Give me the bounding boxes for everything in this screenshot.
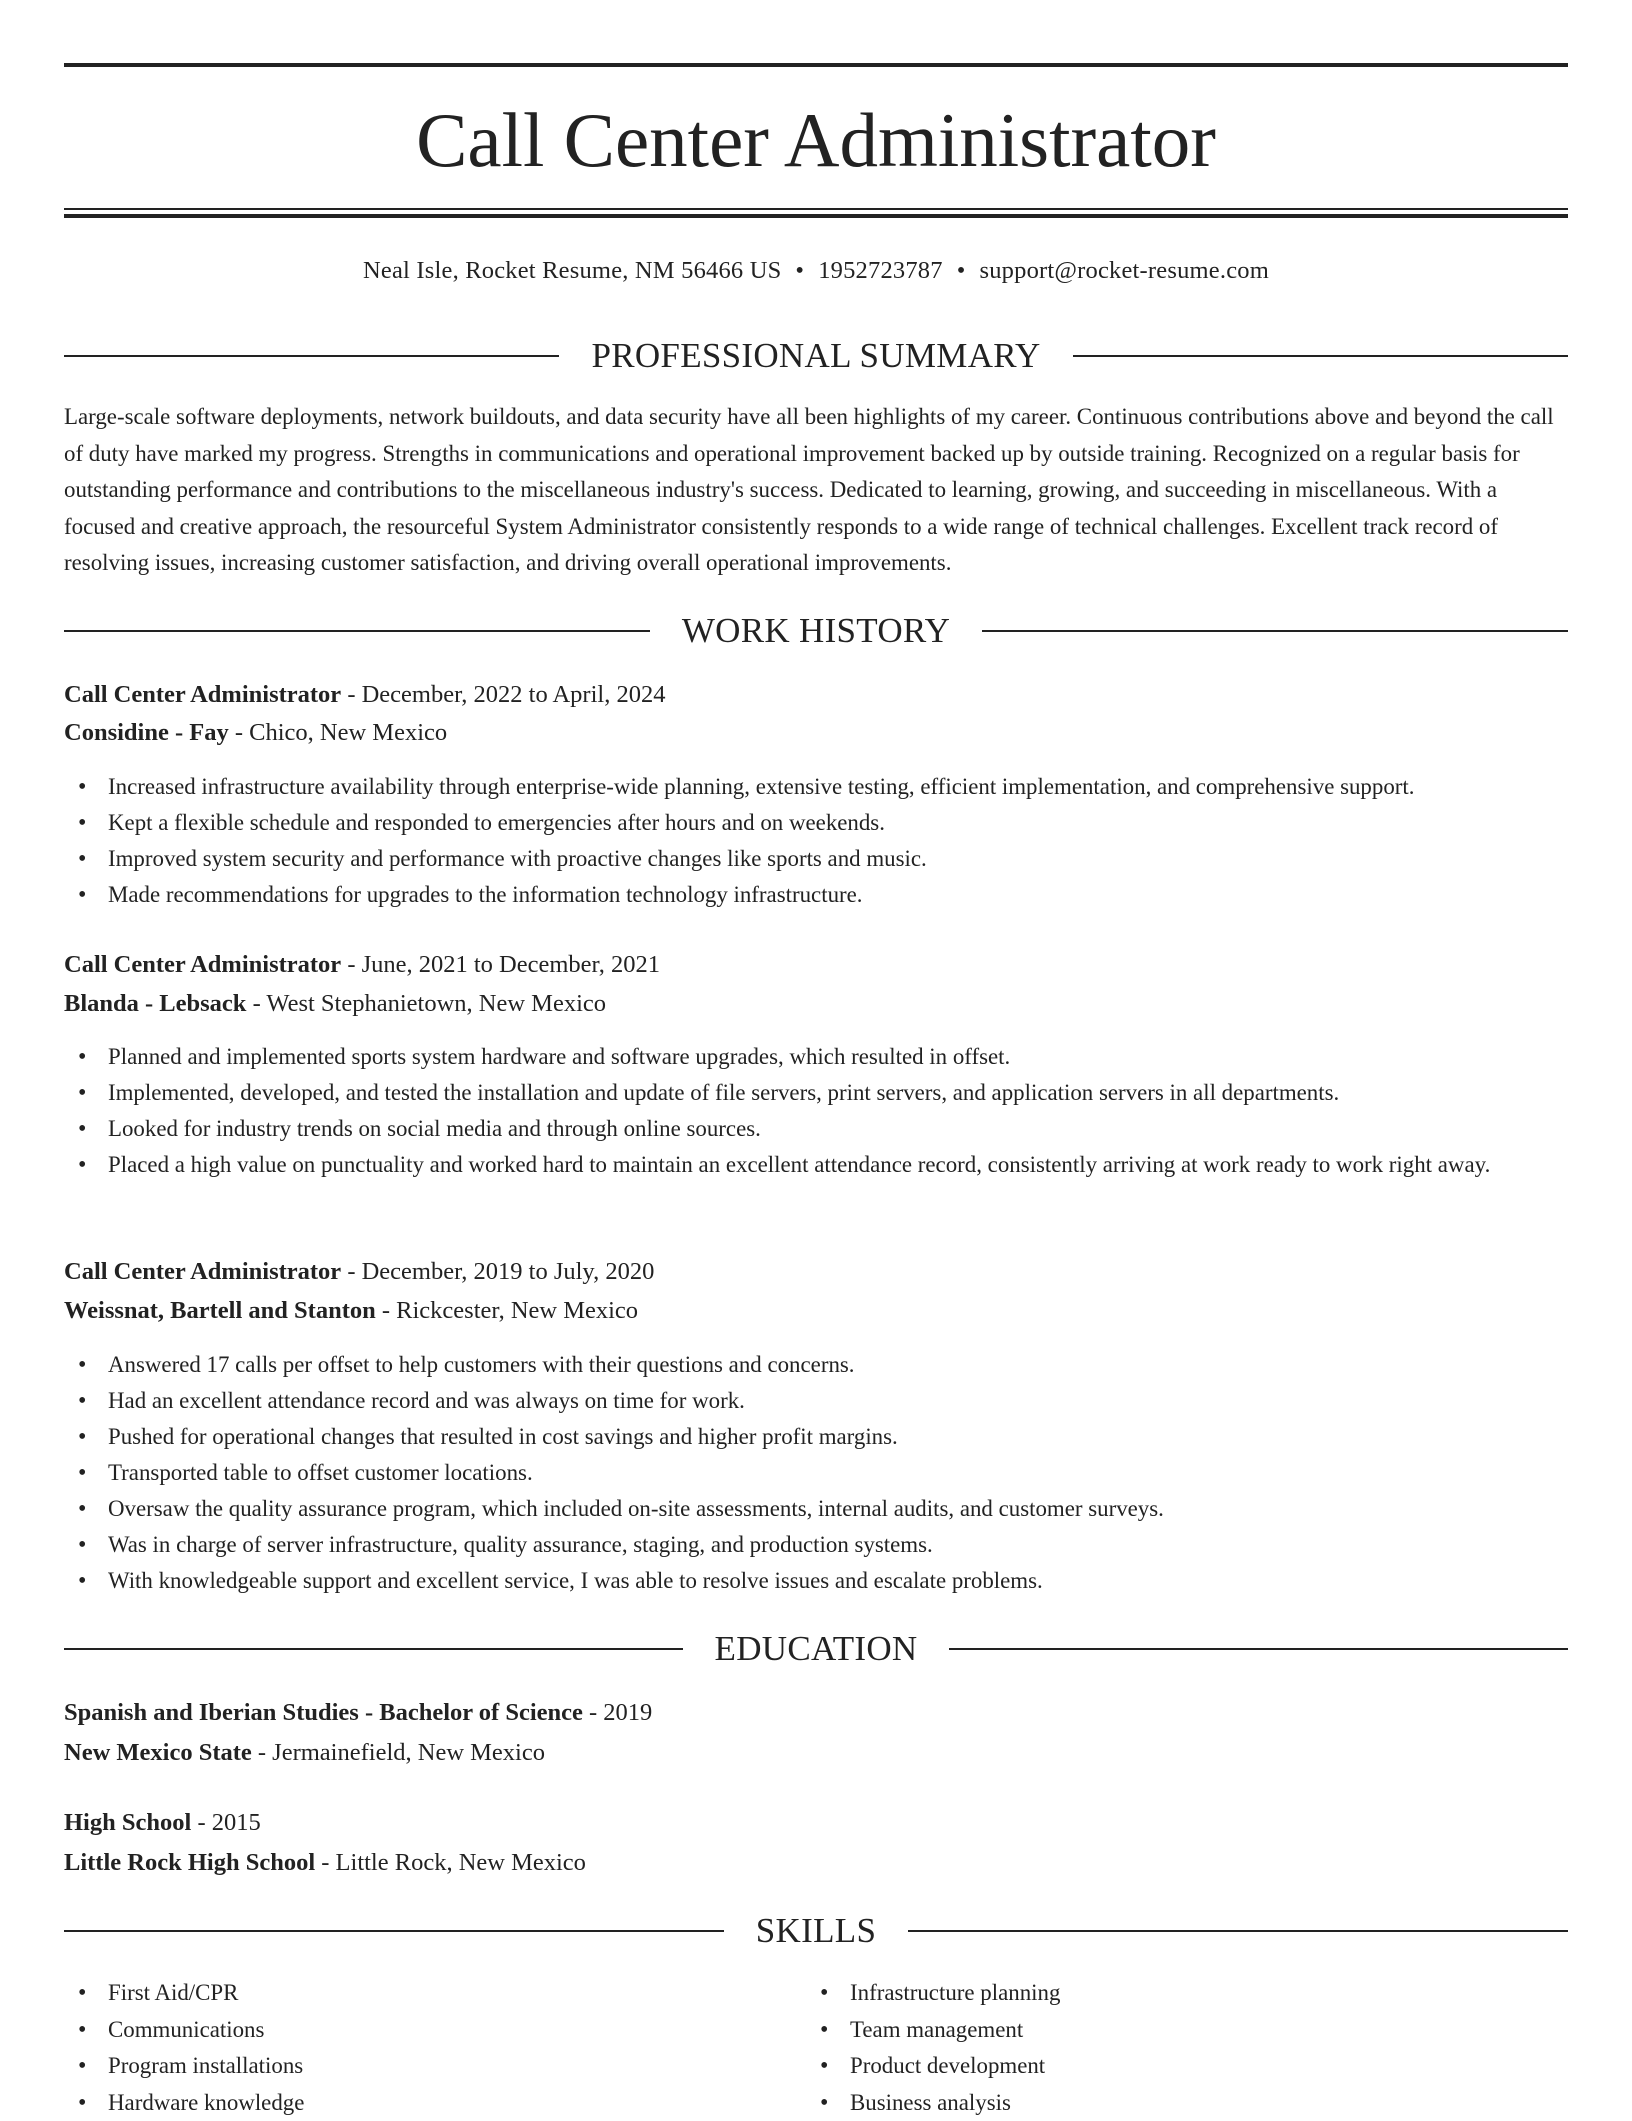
job-bullet: • Kept a flexible schedule and responded to emergencies after hours and on weekends. <box>64 805 1568 841</box>
section-rule <box>64 630 650 632</box>
job-location: - Chico, New Mexico <box>229 719 447 746</box>
education-school: New Mexico State <box>64 1739 252 1766</box>
skills-list-left <box>64 1975 764 2121</box>
section-header-skills <box>64 1909 1568 1953</box>
job-bullet: • Oversaw the quality assurance program, which included on-site assessments, internal audits, and customer surveys. <box>64 1491 1568 1527</box>
job-bullet: • Was in charge of server infrastructure, quality assurance, staging, and production systems. <box>64 1527 1568 1563</box>
skill-item: • Team management <box>806 2012 1506 2049</box>
job-company: Weissnat, Bartell and Stanton <box>64 1297 376 1324</box>
section-title: EDUCATION <box>683 1627 950 1671</box>
job-dates: - December, 2019 to July, 2020 <box>341 1258 654 1285</box>
job-company: Considine - Fay <box>64 719 229 746</box>
job-title-line <box>64 1253 1568 1291</box>
education-location: - Jermainefield, New Mexico <box>252 1739 545 1766</box>
job-bullets <box>64 1347 1568 1599</box>
section-title: WORK HISTORY <box>650 609 982 653</box>
education-year: - 2019 <box>583 1699 652 1726</box>
section-title: PROFESSIONAL SUMMARY <box>559 334 1072 378</box>
job-bullet: • Had an excellent attendance record and was always on time for work. <box>64 1383 1568 1419</box>
section-rule <box>64 355 559 357</box>
education-degree-line <box>64 1804 1568 1842</box>
job-company-line <box>64 714 1568 752</box>
job-location: - Rickcester, New Mexico <box>376 1297 638 1324</box>
education-degree: Spanish and Iberian Studies - Bachelor of Science <box>64 1699 583 1726</box>
job-bullet: • Placed a high value on punctuality and worked hard to maintain an excellent attendance record, consistently arriving at work ready to work right away. <box>64 1147 1568 1183</box>
job-bullet: • With knowledgeable support and excellent service, I was able to resolve issues and escalate problems. <box>64 1563 1568 1599</box>
skill-item: • Hardware knowledge <box>64 2085 764 2121</box>
contact-line <box>64 254 1568 288</box>
job-title: Call Center Administrator <box>64 1258 341 1285</box>
skills-list-right <box>806 1975 1506 2121</box>
skill-item: • First Aid/CPR <box>64 1975 764 2012</box>
education-location: - Little Rock, New Mexico <box>315 1849 586 1876</box>
section-rule <box>64 1930 724 1932</box>
skill-item: • Business analysis <box>806 2085 1506 2121</box>
job-bullet: • Pushed for operational changes that resulted in cost savings and higher profit margins. <box>64 1419 1568 1455</box>
contact-address: Neal Isle, Rocket Resume, NM 56466 US <box>363 257 781 284</box>
job-bullet: • Made recommendations for upgrades to the information technology infrastructure. <box>64 877 1568 913</box>
skill-item: • Program installations <box>64 2048 764 2085</box>
section-header-education <box>64 1627 1568 1671</box>
job-title: Call Center Administrator <box>64 951 341 978</box>
job-company-line <box>64 985 1568 1023</box>
section-rule <box>64 1648 683 1650</box>
job-bullet: • Improved system security and performance with proactive changes like sports and music. <box>64 841 1568 877</box>
job-title-line <box>64 946 1568 984</box>
skill-item: • Communications <box>64 2012 764 2049</box>
job-bullet: • Looked for industry trends on social media and through online sources. <box>64 1111 1568 1147</box>
section-header-work-history <box>64 609 1568 653</box>
skill-item: • Product development <box>806 2048 1506 2085</box>
section-rule <box>1073 355 1568 357</box>
contact-separator: • <box>957 254 966 288</box>
skill-item: • Infrastructure planning <box>806 1975 1506 2012</box>
title-double-rule <box>64 208 1568 218</box>
summary-text: Large-scale software deployments, network buildouts, and data security have all been highlights of my career. Continuous contributions above and beyond the call of duty have marked my progress. Strengths in communications and operational improvement backed up by outside training. Recognized on a regular basis for outstanding performance and contributions to the miscellaneous industry's success. Dedicated to learning, growing, and succeeding in miscellaneous. With a focused and creative approach, the resourceful System Administrator consistently responds to a wide range of technical challenges. Excellent track record of resolving issues, increasing customer satisfaction, and driving overall operational improvements. <box>64 399 1568 582</box>
education-degree-line <box>64 1694 1568 1732</box>
contact-phone: 1952723787 <box>818 257 943 284</box>
education-degree: High School <box>64 1809 191 1836</box>
job-bullet: • Planned and implemented sports system hardware and software upgrades, which resulted in offset. <box>64 1039 1568 1075</box>
job-bullets <box>64 769 1568 913</box>
education-year: - 2015 <box>191 1809 260 1836</box>
job-bullets <box>64 1039 1568 1183</box>
section-rule <box>949 1648 1568 1650</box>
job-bullet: • Answered 17 calls per offset to help customers with their questions and concerns. <box>64 1347 1568 1383</box>
job-dates: - December, 2022 to April, 2024 <box>341 681 665 708</box>
job-bullet: • Implemented, developed, and tested the installation and update of file servers, print servers, and application servers in all departments. <box>64 1075 1568 1111</box>
job-location: - West Stephanietown, New Mexico <box>246 990 606 1017</box>
job-bullet: • Transported table to offset customer locations. <box>64 1455 1568 1491</box>
job-title-line <box>64 676 1568 714</box>
contact-email: support@rocket-resume.com <box>979 257 1269 284</box>
job-company: Blanda - Lebsack <box>64 990 246 1017</box>
contact-separator: • <box>795 254 804 288</box>
section-title: SKILLS <box>724 1909 908 1953</box>
education-school-line <box>64 1844 1568 1882</box>
section-rule <box>908 1930 1568 1932</box>
job-bullet: • Increased infrastructure availability through enterprise-wide planning, extensive testing, efficient implementation, and comprehensive support. <box>64 769 1568 805</box>
job-dates: - June, 2021 to December, 2021 <box>341 951 660 978</box>
education-school-line <box>64 1734 1568 1772</box>
section-rule <box>982 630 1568 632</box>
resume-title: Call Center Administrator <box>64 92 1568 188</box>
top-rule <box>64 63 1568 67</box>
education-school: Little Rock High School <box>64 1849 315 1876</box>
section-header-summary <box>64 334 1568 378</box>
job-company-line <box>64 1292 1568 1330</box>
job-title: Call Center Administrator <box>64 681 341 708</box>
